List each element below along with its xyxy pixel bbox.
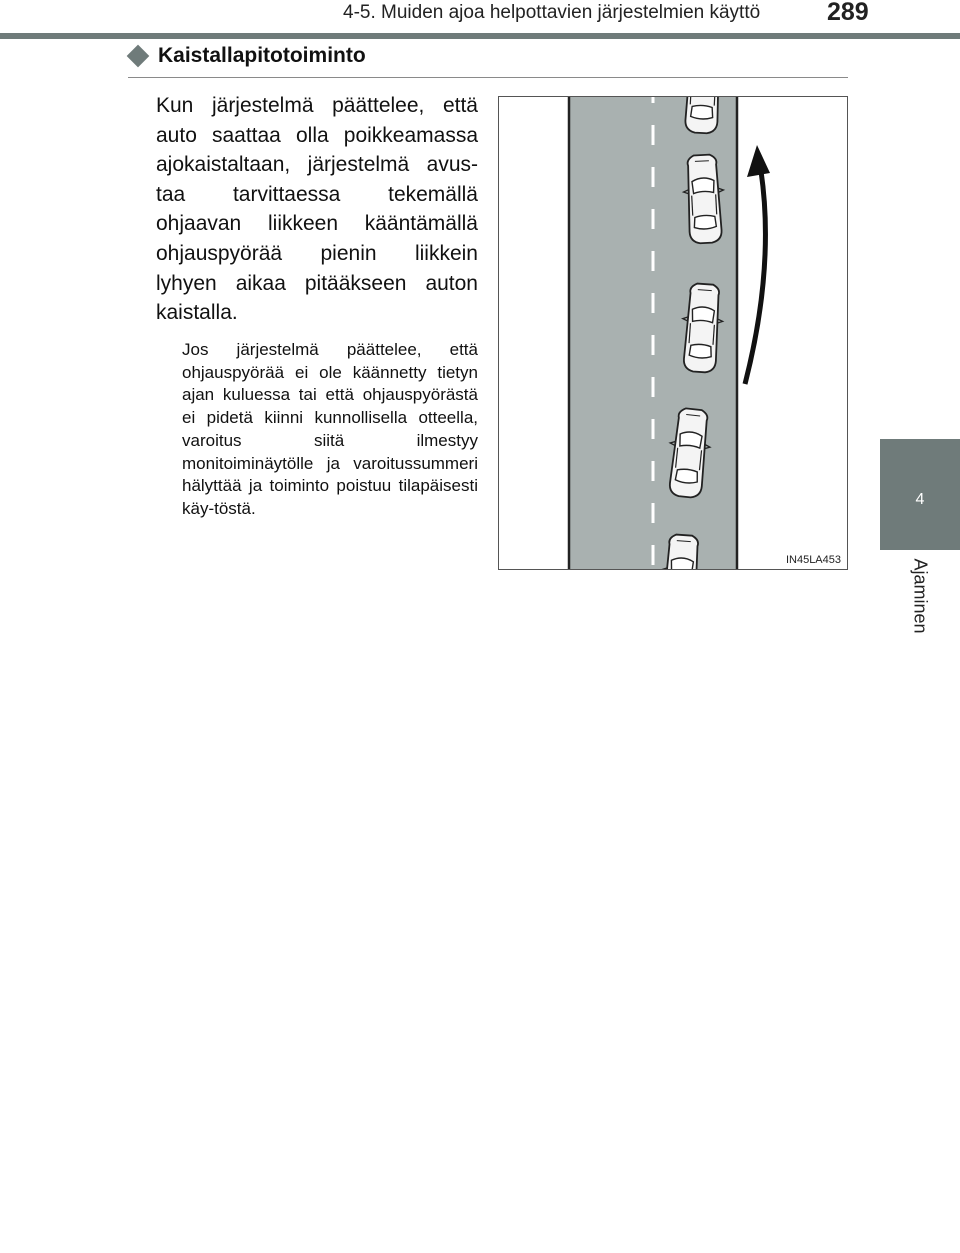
chapter-label: Ajaminen xyxy=(910,558,931,634)
figure-code: IN45LA453 xyxy=(785,554,841,566)
heading-rule xyxy=(128,77,848,78)
header-rule xyxy=(0,33,960,39)
illustration-svg xyxy=(499,97,848,570)
arrow-head-icon xyxy=(747,145,770,177)
steering-path-arrow xyxy=(745,171,765,384)
lane-keeping-illustration xyxy=(498,96,848,570)
page-number: 289 xyxy=(827,0,869,26)
diamond-bullet-icon xyxy=(127,45,150,68)
running-header: 4-5. Muiden ajoa helpottavien järjestelmien käyttö xyxy=(343,2,761,23)
body-paragraph: Kun järjestelmä päättelee, että auto saattaa olla poikkeamassa ajokaistaltaan, järjestelmä avus-taa tarvittaessa tekemällä ohjaavan liikkeen kääntämällä ohjauspyörää pienin liikkein lyhyen aikaa pitääkseen auton kaistalla. xyxy=(156,94,478,325)
note-paragraph: Jos järjestelmä päättelee, että ohjauspyörää ei ole käännetty tietyn ajan kuluessa tai että ohjauspyörästä ei pidetä kiinni kunnollisella otteella, varoitus siitä ilmestyy monitoiminäytölle ja varoitussummeri hälyttää ja toiminto poistuu tilapäisesti käy-töstä. xyxy=(182,340,478,518)
chapter-tab xyxy=(880,439,960,550)
section-title: Kaistallapitotoiminto xyxy=(158,44,366,67)
section-heading xyxy=(128,44,366,68)
chapter-number: 4 xyxy=(915,491,925,508)
